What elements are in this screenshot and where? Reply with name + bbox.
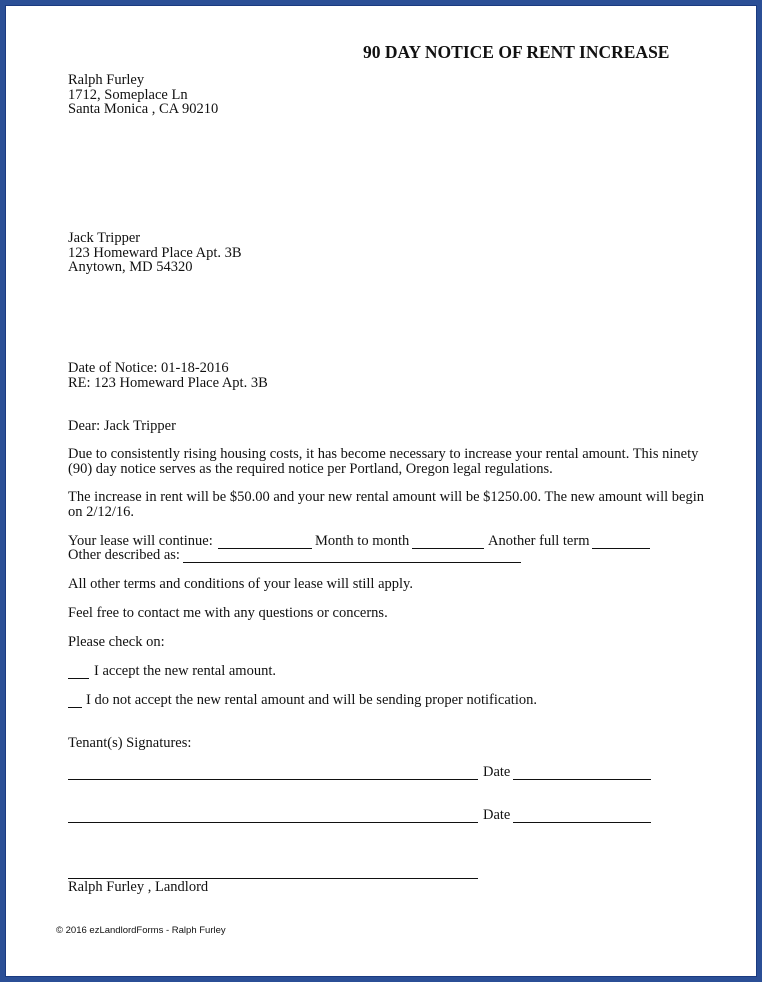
- accept-option-text: I accept the new rental amount.: [94, 663, 276, 679]
- tenant-signature-line-1[interactable]: [68, 779, 478, 780]
- tenant-signatures-label: Tenant(s) Signatures:: [68, 735, 192, 751]
- check-on-text: Please check on:: [68, 634, 165, 650]
- footer-copyright: © 2016 ezLandlordForms - Ralph Furley: [56, 925, 226, 936]
- paragraph-rent-increase-reason: Due to consistently rising housing costs, it has become necessary to increase your rental amount. This ninety (90) day notice serves as the required notice per Portland, Oregon legal regulations.: [68, 446, 699, 477]
- re-line: RE: 123 Homeward Place Apt. 3B: [68, 374, 268, 391]
- another-term-blank[interactable]: [592, 548, 650, 549]
- paragraph-increase-amount: The increase in rent will be $50.00 and your new rental amount will be $1250.00. The new amount will begin on 2/12/16.: [68, 489, 704, 520]
- month-to-month-blank[interactable]: [412, 548, 484, 549]
- sender-name: Ralph Furley: [68, 72, 145, 88]
- date-line-2[interactable]: [513, 822, 651, 823]
- date-label-2: Date: [483, 807, 511, 823]
- salutation: Dear: Jack Tripper: [68, 418, 176, 434]
- sender-city: Santa Monica , CA 90210: [68, 101, 219, 117]
- date-of-notice: Date of Notice: 01-18-2016: [68, 360, 229, 376]
- another-term-label: Another full term: [488, 533, 590, 549]
- contact-text: Feel free to contact me with any questions or concerns.: [68, 605, 388, 621]
- accept-checkbox-blank[interactable]: [68, 678, 89, 679]
- lease-continue-blank[interactable]: [218, 548, 312, 549]
- tenant-signature-line-2[interactable]: [68, 822, 478, 823]
- terms-apply-text: All other terms and conditions of your lease will still apply.: [68, 576, 413, 592]
- date-line-1[interactable]: [513, 779, 651, 780]
- month-to-month-label: Month to month: [315, 533, 410, 549]
- sender-address: [68, 73, 218, 117]
- notice-details: [68, 361, 268, 390]
- document-page: [5, 5, 757, 977]
- recipient-address: [68, 231, 242, 275]
- recipient-street: 123 Homeward Place Apt. 3B: [68, 244, 242, 261]
- lease-continue-label: Your lease will continue:: [68, 533, 213, 549]
- decline-checkbox-blank[interactable]: [68, 707, 82, 708]
- decline-option-text: I do not accept the new rental amount and will be sending proper notification.: [86, 692, 537, 708]
- recipient-name: Jack Tripper: [68, 230, 141, 246]
- document-title: 90 DAY NOTICE OF RENT INCREASE: [363, 42, 670, 62]
- date-label-1: Date: [483, 764, 511, 780]
- recipient-city: Anytown, MD 54320: [68, 259, 193, 275]
- other-described-label: Other described as:: [68, 547, 180, 563]
- sender-street: 1712, Someplace Ln: [68, 86, 188, 103]
- other-described-blank[interactable]: [183, 562, 521, 563]
- landlord-signature-label: Ralph Furley , Landlord: [68, 879, 209, 895]
